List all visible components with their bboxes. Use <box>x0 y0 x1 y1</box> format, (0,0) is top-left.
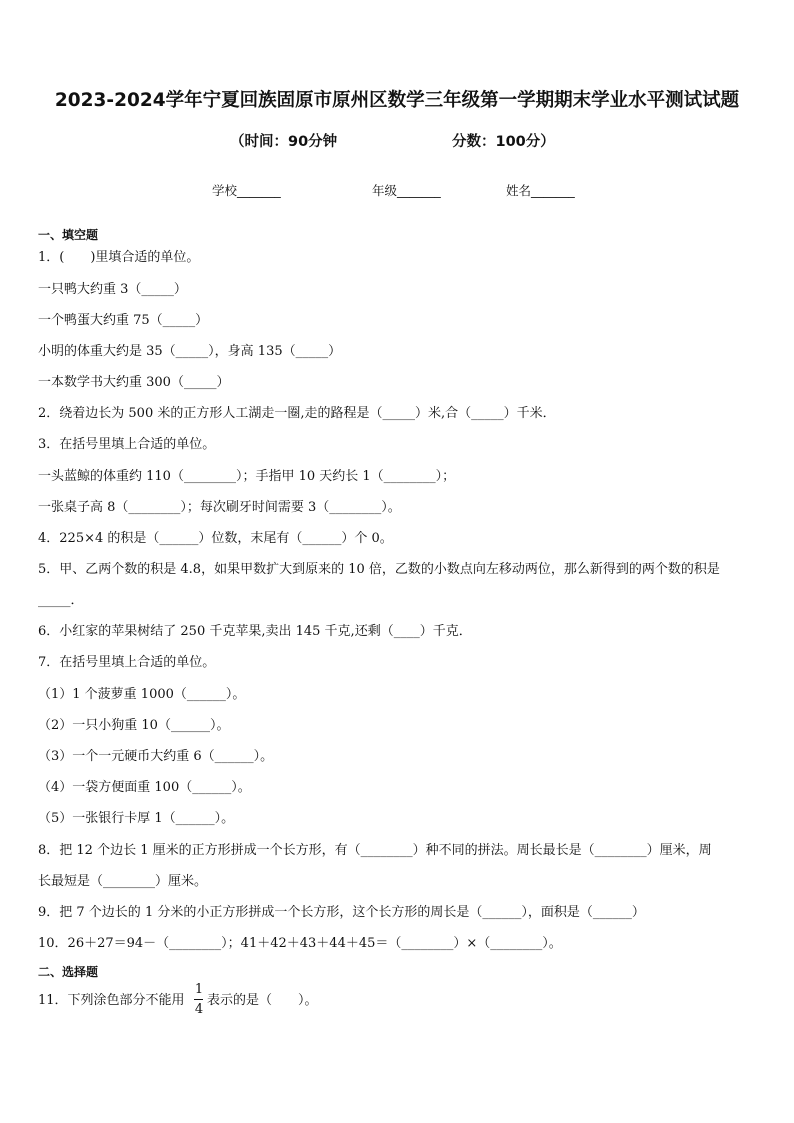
question-line: （3）一个一元硬币大约重 6（______）。 <box>38 749 274 764</box>
fraction-denominator: 4 <box>194 1002 204 1017</box>
question-line: （4）一袋方便面重 100（______）。 <box>38 780 251 795</box>
question-11-prefix: 11．下列涂色部分不能用 <box>38 993 185 1008</box>
question-line: 1．( )里填合适的单位。 <box>38 250 200 265</box>
section-choice: 二、选择题 <box>38 965 99 979</box>
question-line: 8．把 12 个边长 1 厘米的正方形拼成一个长方形，有（________）种不同的拼法。周长最长是（________）厘米，周 <box>38 843 712 858</box>
question-line: 一只鸭大约重 3（_____） <box>38 282 187 297</box>
question-line: 4．225×4 的积是（______）位数，末尾有（______）个 0。 <box>38 531 393 546</box>
exam-score: 分数：100分） <box>452 134 555 150</box>
page-title: 2023-2024学年宁夏回族固原市原州区数学三年级第一学期期末学业水平测试试题 <box>54 90 740 111</box>
question-line: 一本数学书大约重 300（_____） <box>38 375 230 390</box>
fraction-numerator: 1 <box>194 982 204 997</box>
section-fill-blank: 一、填空题 <box>38 228 99 242</box>
question-line: （2）一只小狗重 10（______）。 <box>38 718 230 733</box>
question-line: 长最短是（________）厘米。 <box>38 874 208 889</box>
question-line: 6．小红家的苹果树结了 250 千克苹果,卖出 145 千克,还剩（____）千克． <box>38 624 472 639</box>
question-line: 7．在括号里填上合适的单位。 <box>38 655 216 670</box>
exam-time: （时间：90分钟 <box>230 134 338 150</box>
question-line: 10．26＋27＝94－（________）；41＋42＋43＋44＋45＝（________）×（________）。 <box>38 936 562 951</box>
question-line: 2．绕着边长为 500 米的正方形人工湖走一圈,走的路程是（_____）米,合（_____）千米． <box>38 406 556 421</box>
school-field: 学校_______ <box>212 183 281 198</box>
question-line: 一头蓝鲸的体重约 110（________）；手指甲 10 天约长 1（________）； <box>38 469 456 484</box>
question-line: （1）1 个菠萝重 1000（______）。 <box>38 687 246 702</box>
question-line: 5．甲、乙两个数的积是 4.8，如果甲数扩大到原来的 10 倍，乙数的小数点向左移动两位，那么新得到的两个数的积是 <box>38 562 720 577</box>
question-line: 小明的体重大约是 35（_____），身高 135（_____） <box>38 344 342 359</box>
question-line: _____． <box>38 593 84 608</box>
question-line: 9．把 7 个边长的 1 分米的小正方形拼成一个长方形，这个长方形的周长是（______），面积是（______） <box>38 905 645 920</box>
question-line: （5）一张银行卡厚 1（______）。 <box>38 811 235 826</box>
grade-field: 年级_______ <box>372 183 441 198</box>
question-line: 3．在括号里填上合适的单位。 <box>38 437 216 452</box>
question-11-suffix: 表示的是（ ）。 <box>207 993 318 1008</box>
question-line: 一个鸭蛋大约重 75（_____） <box>38 313 209 328</box>
name-field: 姓名_______ <box>506 183 575 198</box>
fraction-bar <box>194 999 203 1000</box>
question-line: 一张桌子高 8（________）；每次刷牙时间需要 3（________）。 <box>38 500 401 515</box>
